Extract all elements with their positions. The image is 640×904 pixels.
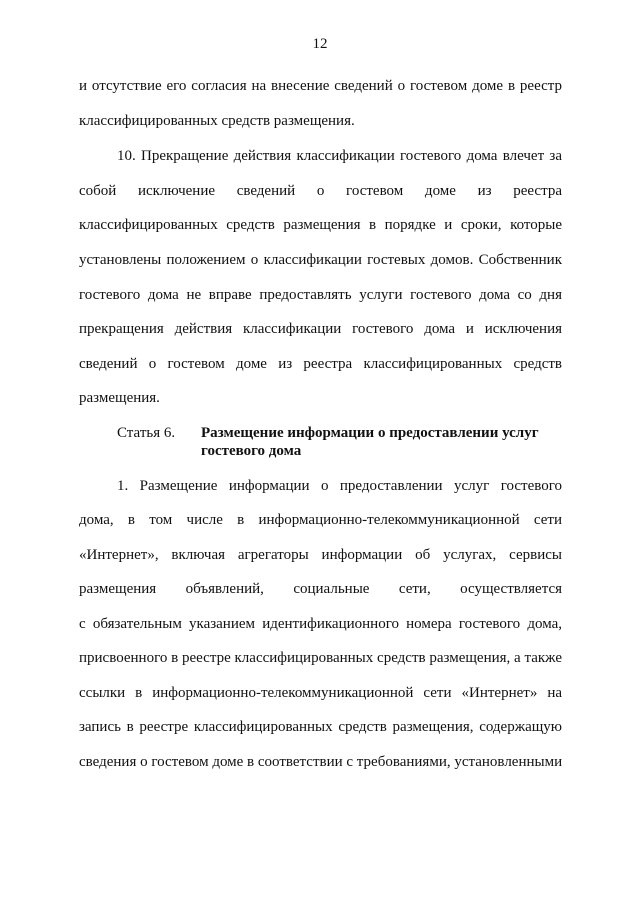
article-label: Статья 6. [117,425,176,441]
text-line: гостевого дома не вправе предоставлять услуги гостевого дома со дня [79,287,562,303]
text-line: запись в реестре классифицированных средств размещения, содержащую [79,719,562,735]
text-line: 1. Размещение информации о предоставлении услуг гостевого [117,478,562,494]
text-line: дома, в том числе в информационно-телекоммуникационной сети [79,512,562,528]
text-line: классифицированных средств размещения в порядке и сроки, которые [79,217,562,233]
text-line: классифицированных средств размещения. [79,113,355,129]
text-line: присвоенного в реестре классифицированных средств размещения, а также [79,650,562,666]
text-line: сведений о гостевом доме из реестра классифицированных средств [79,356,562,372]
article-title: гостевого дома [201,443,302,459]
text-line: установлены положением о классификации гостевых домов. Собственник [79,252,562,268]
text-line: 10. Прекращение действия классификации гостевого дома влечет за [117,148,562,164]
text-line: сведения о гостевом доме в соответствии с требованиями, установленными [79,754,563,770]
text-line: прекращения действия классификации гостевого дома и исключения [79,321,562,337]
text-line: собой исключение сведений о гостевом доме из реестра [79,183,562,199]
page-number: 12 [312,36,328,52]
text-line: ссылки в информационно-телекоммуникационной сети «Интернет» на [79,685,562,701]
article-title: Размещение информации о предоставлении услуг [201,425,539,441]
text-line: с обязательным указанием идентификационного номера гостевого дома, [79,616,562,632]
text-line: размещения объявлений, социальные сети, осуществляется [79,581,562,597]
text-line: «Интернет», включая агрегаторы информации об услугах, сервисы [79,547,562,563]
text-line: размещения. [79,390,160,406]
text-line: и отсутствие его согласия на внесение сведений о гостевом доме в реестр [79,78,562,94]
